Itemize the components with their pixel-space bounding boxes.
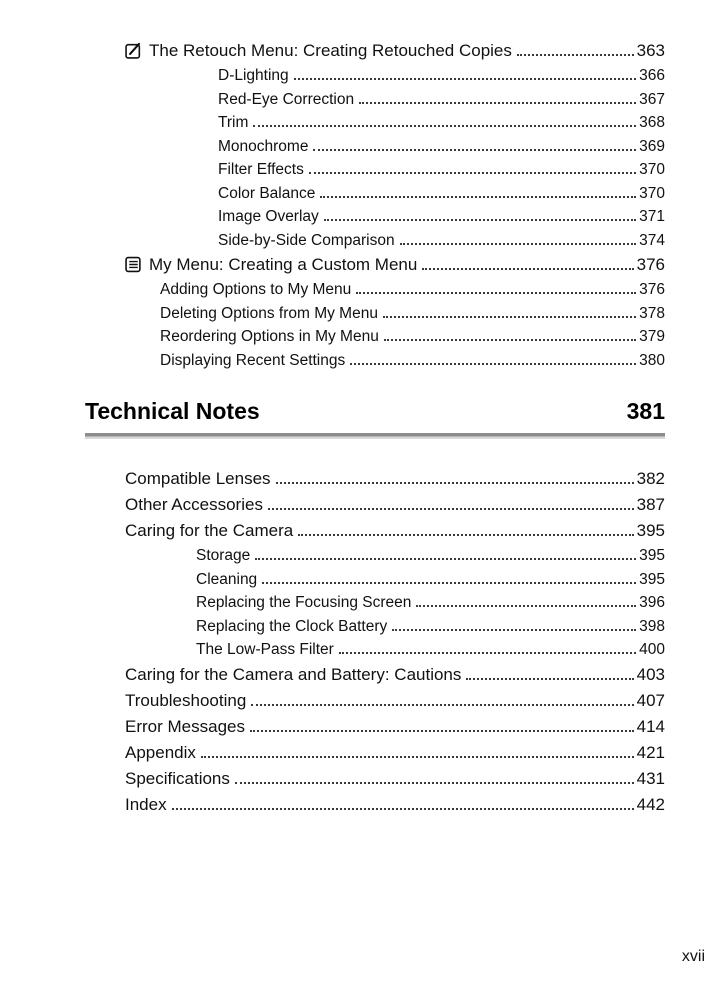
toc-entry [85, 662, 665, 688]
toc-entry-title: The Low-Pass Filter [196, 641, 334, 658]
toc-entry-title: Appendix [125, 742, 196, 762]
toc-entry [85, 302, 665, 326]
toc-entry [85, 88, 665, 112]
toc-entry [85, 158, 665, 182]
toc-entry [85, 591, 665, 615]
toc-entry-title: Specifications [125, 768, 230, 788]
dot-leader [422, 268, 633, 270]
dot-leader [235, 782, 634, 784]
toc-entry [85, 205, 665, 229]
toc-entry [85, 615, 665, 639]
toc-entry [85, 135, 665, 159]
toc-entry-page: 395 [639, 570, 665, 588]
dot-leader [255, 558, 636, 560]
toc-entry-title: Replacing the Clock Battery [196, 617, 388, 635]
my-menu-icon [125, 252, 142, 278]
toc-entry [85, 252, 665, 278]
dot-leader [356, 292, 636, 294]
toc-entry-title: Color Balance [218, 184, 316, 202]
toc-entry [85, 325, 665, 349]
toc-entry-page: 378 [639, 304, 665, 322]
toc-entry-page: 369 [639, 137, 665, 155]
toc-entry-title: Displaying Recent Settings [160, 351, 346, 369]
toc-entry-title: Cleaning [196, 570, 258, 588]
toc-entry [85, 792, 665, 818]
toc-entry-page: 407 [636, 690, 665, 710]
section-heading-row [85, 396, 665, 426]
toc-entry [85, 492, 665, 518]
toc-entry [85, 766, 665, 792]
toc-entry-title: Caring for the Camera and Battery: Cautions [125, 664, 462, 684]
toc-entry-page: 431 [636, 768, 665, 788]
dot-leader [517, 54, 634, 56]
dot-leader [298, 534, 633, 536]
toc-entry-title: Image Overlay [218, 208, 319, 225]
toc-entry-page: 376 [639, 281, 665, 298]
toc-entry-page: 366 [639, 67, 665, 84]
toc-entry-title: Filter Effects [218, 161, 304, 178]
dot-leader [251, 704, 633, 706]
toc-entry [85, 64, 665, 88]
toc-entry-page: 376 [636, 255, 665, 274]
dot-leader [350, 363, 636, 365]
dot-leader [320, 196, 636, 198]
dot-leader [392, 629, 636, 631]
dot-leader [313, 149, 636, 151]
toc-entry-page: 395 [639, 547, 665, 564]
dot-leader [359, 102, 636, 104]
toc-entry-page: 400 [639, 641, 665, 658]
toc-entry-page: 414 [636, 716, 665, 736]
toc-entry [85, 349, 665, 373]
toc-entry-title: Adding Options to My Menu [160, 281, 352, 298]
toc-entry-page: 374 [639, 231, 665, 249]
dot-leader [309, 172, 636, 174]
toc-entry-page: 398 [639, 617, 665, 635]
dot-leader [383, 316, 636, 318]
toc-entry-title: Error Messages [125, 716, 245, 736]
toc-entry [85, 714, 665, 740]
toc-entry-page: 396 [639, 594, 665, 611]
dot-leader [250, 730, 634, 732]
dot-leader [416, 605, 636, 607]
toc-entry-title: D-Lighting [218, 67, 289, 84]
toc-entry-title: The Retouch Menu: Creating Retouched Copies [149, 41, 512, 60]
toc-entry [85, 688, 665, 714]
toc-entry-page: 395 [636, 521, 665, 540]
toc-entry-page: 380 [639, 351, 665, 369]
dot-leader [294, 78, 636, 80]
section-title: Technical Notes [85, 398, 260, 424]
toc-entry-page: 368 [639, 114, 665, 131]
toc-entry-title: Replacing the Focusing Screen [196, 594, 412, 611]
toc-entry-title: Index [125, 794, 167, 814]
toc-entry-title: Monochrome [218, 137, 309, 155]
toc-entry [85, 111, 665, 135]
toc-entry [85, 466, 665, 492]
toc-entry [85, 740, 665, 766]
section-page: 381 [626, 398, 665, 424]
dot-leader [384, 339, 636, 341]
toc-entry-title: Storage [196, 547, 251, 564]
toc-entry [85, 278, 665, 302]
toc-entry [85, 518, 665, 544]
dot-leader [339, 652, 636, 654]
toc-entry-page: 370 [639, 161, 665, 178]
toc-entry [85, 568, 665, 592]
toc-entry [85, 638, 665, 662]
dot-leader [262, 582, 636, 584]
toc-entry-page: 387 [636, 495, 665, 514]
toc-entry-page: 363 [636, 41, 665, 60]
section-rule [85, 433, 665, 439]
toc-entry-title: Trim [218, 114, 249, 131]
dot-leader [466, 678, 633, 680]
toc-entry-page: 403 [636, 664, 665, 684]
dot-leader [172, 808, 634, 810]
toc-entry-title: Other Accessories [125, 495, 263, 514]
toc-entry-title: Compatible Lenses [125, 469, 271, 488]
toc-entry-title: My Menu: Creating a Custom Menu [149, 255, 418, 274]
toc-entry-title: Reordering Options in My Menu [160, 328, 379, 345]
dot-leader [253, 125, 636, 127]
toc-entry [85, 38, 665, 64]
dot-leader [276, 482, 634, 484]
toc-entry [85, 544, 665, 568]
toc-entry-page: 382 [636, 469, 665, 488]
toc-entry-title: Caring for the Camera [125, 521, 294, 540]
toc-entry-page: 379 [639, 328, 665, 345]
toc-entry-title: Troubleshooting [125, 690, 247, 710]
toc-entry-title: Side-by-Side Comparison [218, 231, 395, 249]
dot-leader [324, 219, 636, 221]
toc-entry-page: 370 [639, 184, 665, 202]
toc-entry-title: Red-Eye Correction [218, 90, 355, 108]
toc-entry [85, 229, 665, 253]
toc-entry-title: Deleting Options from My Menu [160, 304, 378, 322]
toc-entry-page: 442 [636, 794, 665, 814]
dot-leader [201, 756, 634, 758]
dot-leader [268, 508, 634, 510]
toc-entry [85, 182, 665, 206]
toc-entry-page: 371 [639, 208, 665, 225]
retouch-menu-icon [125, 38, 142, 64]
toc-entry-page: 367 [639, 90, 665, 108]
dot-leader [400, 243, 637, 245]
toc-entry-page: 421 [636, 742, 665, 762]
page-number: xvii [681, 948, 705, 965]
